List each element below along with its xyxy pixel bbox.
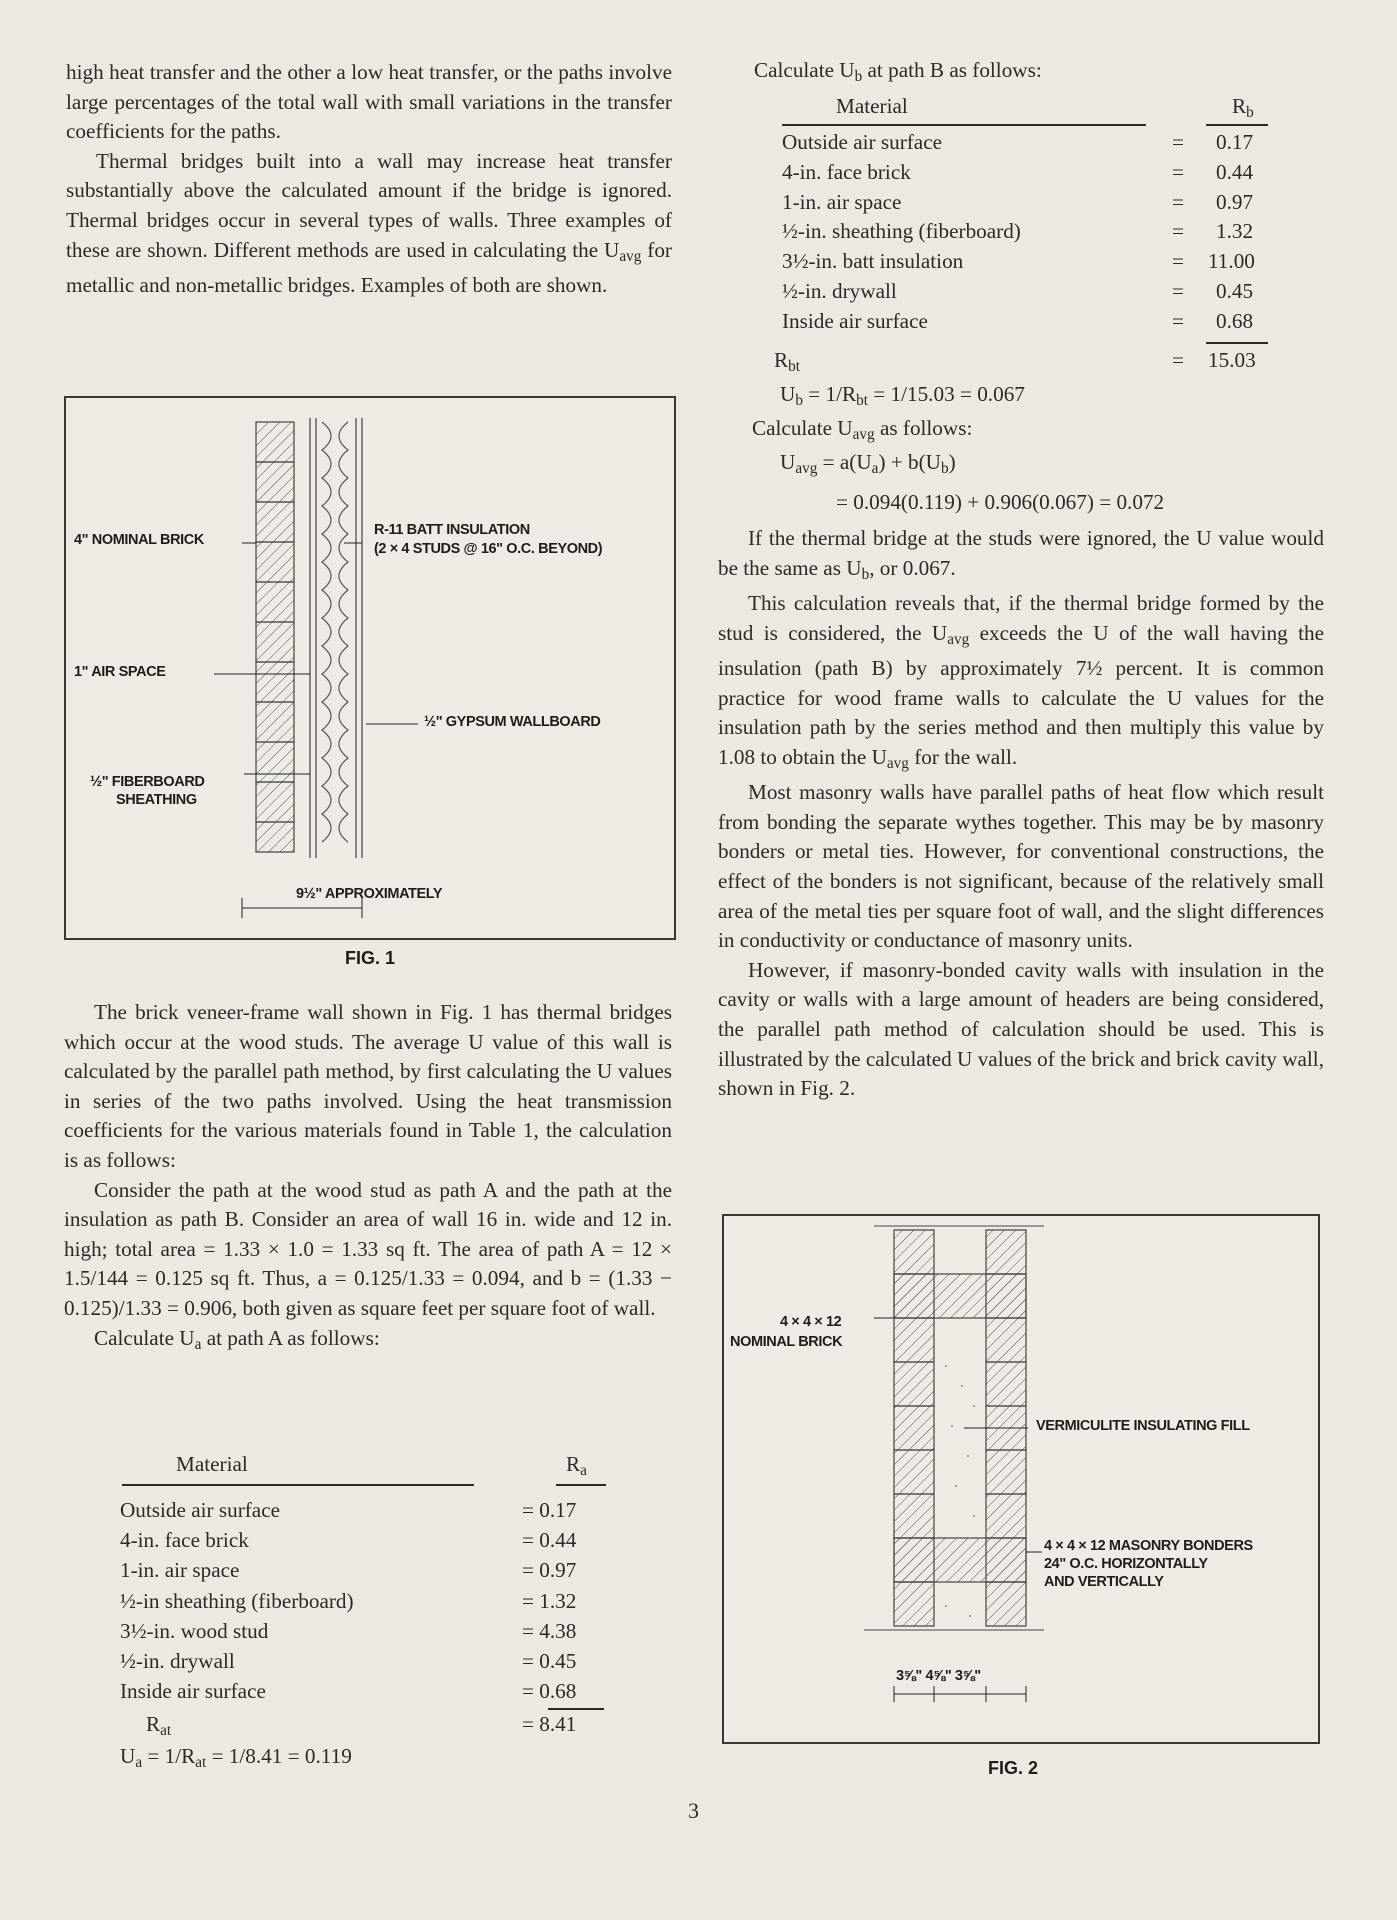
table-b-row-material: Inside air surface: [782, 308, 928, 333]
figure-1: [64, 396, 676, 940]
table-b-row-material: Outside air surface: [782, 130, 943, 154]
table-b-header-r: $R_b$: [1232, 94, 1254, 121]
table-a-row-value: = 0.97: [522, 1558, 577, 1583]
page-number: 3: [688, 1798, 699, 1823]
fig1-caption: FIG. 1: [345, 948, 396, 968]
paragraph-2: Thermal bridges built into a wall may increase heat transfer substantially above the calculated amount if the bridge is ignored. Thermal bridges occur in several types of walls. Three examples of these are shown. Different methods are used in calculating the $U_{avg}$ for metallic and non-metallic bridges. Examples of both are shown.: [66, 148, 672, 297]
table-b-row-material: ½-in. sheathing (fiberboard): [782, 219, 1021, 244]
fig1-label-fiberboard-2: SHEATHING: [116, 792, 197, 808]
table-b-row-eq: =: [1172, 130, 1184, 154]
fig2-label-dimensions: 3⅝" 4⅝" 3⅝": [896, 1668, 981, 1684]
table-a-row-material: Outside air surface: [120, 1498, 281, 1522]
fig1-label-approximately: 9½" APPROXIMATELY: [296, 886, 443, 902]
paragraph-4: Consider the path at the wood stud as path A and the path at the insulation as path B. Consider an area of wall 16 in. wide and 12 in. high; total area = 1.33 × 1.0 = 1.33 sq ft. The area of path A = 12 × 1.5/144 = 0.125 sq ft. Thus, a = 0.125/1.33 = 0.094, and b = (1.33 − 0.125)/1.33 = 0.906, both given as square feet per square foot of wall.: [64, 1177, 672, 1320]
paragraph-6: This calculation reveals that, if the thermal bridge formed by the stud is considered, the $U_{avg}$ exceeds the U of the wall having the insulation (path B) by approximately 7½ percent. It is common practice for wood frame walls to calculate the U values for the insulation path by the series method and then multiply this value by 1.08 to obtain the $U_{avg}$ for the wall.: [718, 591, 1324, 772]
fig1-label-batt-1: R-11 BATT INSULATION: [374, 522, 530, 538]
table-b-row-eq: =: [1172, 279, 1184, 303]
table-a-row-material: ½-in. drywall: [120, 1649, 235, 1673]
table-b-row-material: 4-in. face brick: [782, 159, 911, 184]
table-b-total-value: 15.03: [1208, 348, 1256, 372]
fig2-label-bonders-1: 4 × 4 × 12 MASONRY BONDERS: [1044, 1538, 1253, 1554]
fig2-label-vermiculite: VERMICULITE INSULATING FILL: [1036, 1418, 1250, 1434]
fig2-caption: FIG. 2: [988, 1758, 1039, 1778]
table-a-total-value: = 8.41: [522, 1712, 577, 1736]
paragraph-8: However, if masonry-bonded cavity walls with insulation in the cavity or walls with a large amount of headers are being considered, the parallel path method of calculation should be used. This is illustrated by the calculated U values of the brick and brick cavity wall, shown in Fig. 2.: [718, 957, 1324, 1101]
paragraph-3: The brick veneer-frame wall shown in Fig. 1 has thermal bridges which occur at the wood studs. The average U value of this wall is calculated by the parallel path method, by first calculating the U values in series of the two paths involved. Using the heat transmission coefficients for the various materials found in Table 1, the calculation is as follows:: [64, 1000, 672, 1172]
fig2-label-brick-1: 4 × 4 × 12: [780, 1314, 842, 1330]
table-b-row-eq: =: [1172, 219, 1184, 244]
fig1-label-gypsum: ½" GYPSUM WALLBOARD: [424, 714, 601, 730]
table-a-total-label: $R_{at}$: [146, 1712, 172, 1739]
table-a-row-value: = 0.17: [522, 1498, 577, 1522]
table-a-row-value: = 0.68: [522, 1679, 577, 1704]
table-a-row-value: = 0.44: [522, 1528, 577, 1553]
table-a-row-value: = 1.32: [522, 1588, 577, 1613]
table-a-row-material: Inside air surface: [120, 1679, 266, 1704]
fig2-label-brick-2: NOMINAL BRICK: [730, 1334, 843, 1350]
table-b-u-equation: $U_b = 1/R_{bt} = 1/15.03 = 0.067$: [780, 382, 1025, 409]
calc-avg-heading: Calculate $U_{avg}$ as follows:: [752, 416, 973, 443]
fig1-label-brick: 4" NOMINAL BRICK: [74, 532, 204, 548]
table-a-row-material: 4-in. face brick: [120, 1528, 249, 1553]
table-a-row-value: = 0.45: [522, 1649, 577, 1673]
fig1-label-batt-2: (2 × 4 STUDS @ 16" O.C. BEYOND): [374, 541, 603, 557]
calc-b-heading: Calculate $U_b$ at path B as follows:: [754, 58, 1042, 85]
table-b-row-eq: =: [1172, 159, 1184, 184]
fig2-cavity-wall-drawing: [724, 1216, 1318, 1742]
table-a-u-equation: $U_a = 1/R_{at} = 1/8.41 = 0.119$: [120, 1744, 352, 1771]
table-b-row-value: 1.32: [1216, 219, 1254, 244]
table-b-header-material: Material: [836, 94, 908, 118]
table-a-row-material: 1-in. air space: [120, 1558, 240, 1583]
figure-2: [722, 1214, 1320, 1744]
fig1-label-fiberboard-1: ½" FIBERBOARD: [90, 774, 205, 790]
fig2-label-bonders-3: AND VERTICALLY: [1044, 1574, 1164, 1590]
fig2-label-bonders-2: 24" O.C. HORIZONTALLY: [1044, 1556, 1208, 1572]
calc-a-heading: Calculate $U_a$ at path A as follows:: [94, 1325, 380, 1353]
table-b-row-material: ½-in. drywall: [782, 279, 897, 303]
paragraph-5: If the thermal bridge at the studs were ignored, the U value would be the same as $U_b$, or 0.067.: [718, 526, 1324, 583]
table-a-sum-rule: [548, 1708, 604, 1710]
table-b-header-rule-right: [1206, 124, 1268, 126]
table-b-sum-rule: [1206, 342, 1268, 344]
left-column: [66, 58, 672, 301]
table-b-row-eq: =: [1172, 189, 1184, 214]
table-b-row-value: 0.68: [1216, 308, 1254, 333]
equation-u-avg: $U_{avg} = a(U_a) + b(U_b)$: [780, 450, 956, 477]
table-a-row-value: = 4.38: [522, 1618, 577, 1643]
paragraph-1: high heat transfer and the other a low heat transfer, or the paths involve large percentages of the total wall with small variations in the transfer coefficients for the paths.: [66, 60, 672, 144]
table-a-header-material: Material: [176, 1452, 248, 1476]
table-b-row-value: 0.17: [1216, 130, 1254, 154]
paragraph-7: Most masonry walls have parallel paths of heat flow which result from bonding the separate wythes together. This may be by masonry bonders or metal ties. However, for conventional constructions, the effect of the bonders is not significant, because of the relatively small area of the metal ties per square foot of wall, and the slight differences in conductivity or conductance of masonry units.: [718, 780, 1324, 953]
table-b-row-value: 0.45: [1216, 279, 1254, 303]
table-b-total-eq: =: [1172, 348, 1184, 372]
equation-u-avg-value: = 0.094(0.119) + 0.906(0.067) = 0.072: [836, 490, 1165, 514]
table-b-header-rule-left: [782, 124, 1146, 126]
table-b-row-material: 1-in. air space: [782, 189, 902, 214]
table-b-row-value: 0.97: [1216, 189, 1254, 214]
table-a-row-material: ½-in sheathing (fiberboard): [120, 1588, 354, 1613]
table-b-row-eq: =: [1172, 249, 1184, 274]
table-b-row-value: 0.44: [1216, 159, 1254, 184]
table-b-total-label: $R_{bt}$: [774, 348, 801, 375]
fig1-label-air: 1" AIR SPACE: [74, 664, 166, 680]
table-a-header-rule-left: [122, 1484, 474, 1486]
left-column-lower: [64, 998, 672, 1359]
table-a-header-r: $R_a$: [566, 1452, 587, 1479]
table-b-row-eq: =: [1172, 308, 1184, 333]
table-a-header-rule-right: [556, 1484, 606, 1486]
table-b-row-value: 11.00: [1208, 249, 1255, 274]
table-a-row-material: 3½-in. wood stud: [120, 1618, 269, 1643]
right-column-text: [718, 524, 1324, 1104]
table-b-row-material: 3½-in. batt insulation: [782, 249, 964, 274]
